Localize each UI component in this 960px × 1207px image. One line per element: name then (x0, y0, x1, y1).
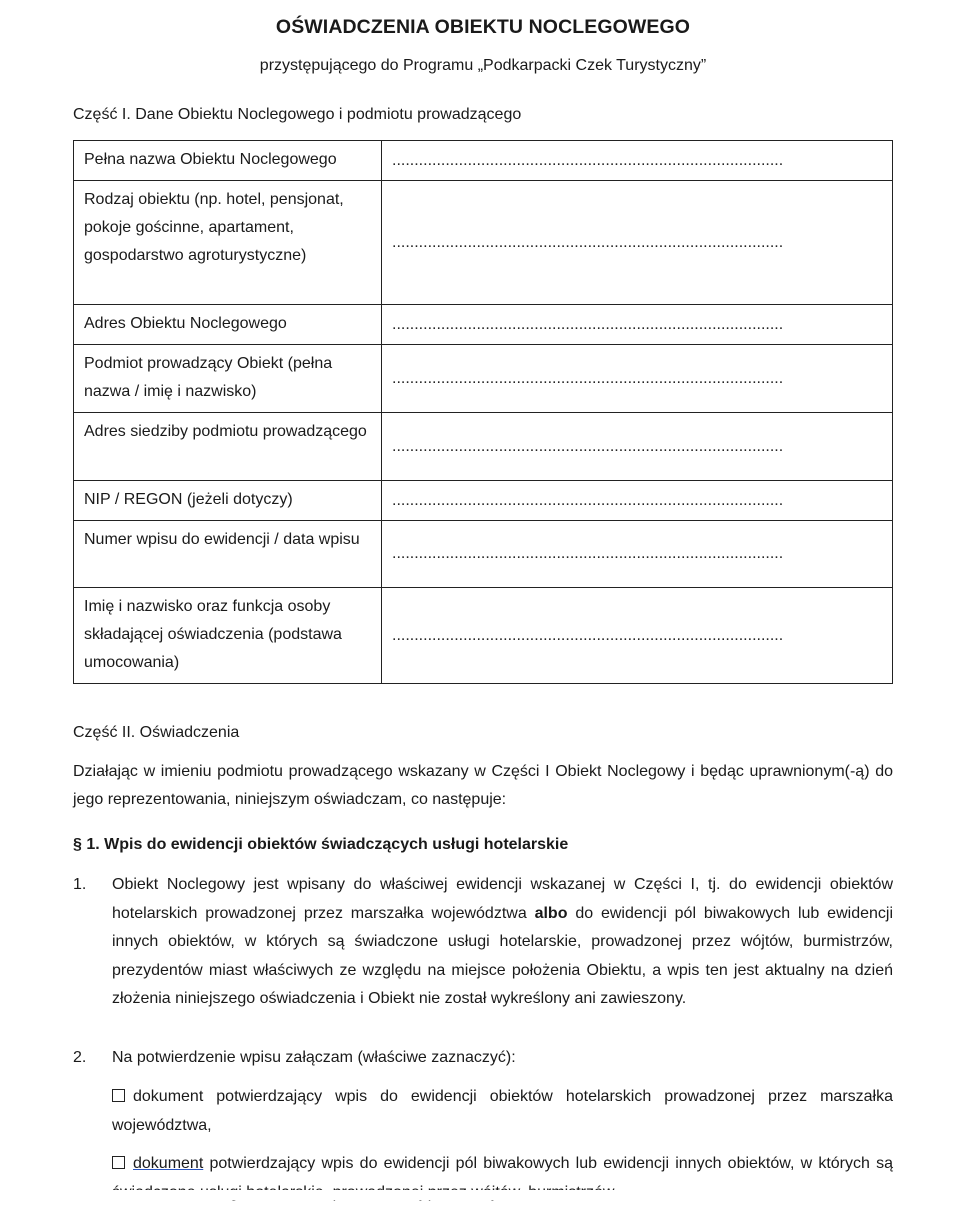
list-item-2 (73, 1044, 893, 1073)
intro-paragraph: Działając w imieniu podmiotu prowadzącego wskazany w Części I Obiekt Noclegowy i będąc uprawnionym(-ą) do jego reprezentowania, niniejszym oświadczam, co następuje: (73, 763, 893, 808)
checkbox-icon[interactable] (112, 1089, 125, 1102)
table-row (74, 181, 893, 305)
list-number: 1. (73, 876, 87, 893)
section1-heading: § 1. Wpis do ewidencji obiektów świadczących usługi hotelarskie (73, 836, 569, 853)
list-item-text: Na potwierdzenie wpisu załączam (właściwe zaznaczyć): (112, 1049, 516, 1066)
page-bottom-edge (0, 1190, 960, 1200)
table-row (74, 345, 893, 413)
list-number: 2. (73, 1049, 87, 1066)
part1-heading: Część I. Dane Obiektu Noclegowego i podmiotu prowadzącego (73, 106, 522, 123)
table-row (74, 481, 893, 521)
row-value-field[interactable]: ........................................................................................ (382, 413, 893, 481)
object-data-table (73, 140, 893, 684)
document-title: OŚWIADCZENIA OBIEKTU NOCLEGOWEGO (275, 16, 691, 38)
option-text: potwierdzający wpis do ewidencji pól biwakowych lub ewidencji innych obiektów, w których są (209, 1155, 893, 1172)
row-label: Rodzaj obiektu (np. hotel, pensjonat, pokoje gościnne, apartament, gospodarstwo agroturystyczne) (74, 181, 382, 305)
table-row (74, 413, 893, 481)
list-item-text: Obiekt Noclegowy jest wpisany do właściwej ewidencji wskazanej w Części I, tj. do ewidencji obiektów hotelarskich prowadzonej przez marszałka województwa albo do ewidencji pól biwakowych lub ewidencji innych obiektów, w których są świadczone usługi hotelarskie, prowadzonej przez wójtów, burmistrzów, prezydentów miast właściwych ze względu na miejsce położenia Obiektu, a wpis ten jest aktualny na dzień złożenia niniejszego oświadczenia i Obiekt nie został wykreślony ani zawieszony. (112, 876, 893, 1007)
row-label: Numer wpisu do ewidencji / data wpisu (74, 521, 382, 588)
table-row (74, 305, 893, 345)
row-value-field[interactable]: ........................................................................................ (382, 588, 893, 684)
row-label: Adres siedziby podmiotu prowadzącego (74, 413, 382, 481)
row-label: Imię i nazwisko oraz funkcja osoby składającej oświadczenia (podstawa umocowania) (74, 588, 382, 684)
document-subtitle: przystępującego do Programu „Podkarpacki Czek Turystyczny” (259, 57, 707, 74)
checkbox-icon[interactable] (112, 1156, 125, 1169)
option-marszalek[interactable] (112, 1082, 893, 1140)
table-row (74, 521, 893, 588)
table-row (74, 588, 893, 684)
row-label: Adres Obiektu Noclegowego (74, 305, 382, 345)
row-value-field[interactable]: ........................................................................................ (382, 345, 893, 413)
list-item-1 (73, 871, 893, 1014)
row-value-field[interactable]: ........................................................................................ (382, 521, 893, 588)
row-label: Pełna nazwa Obiektu Noclegowego (74, 141, 382, 181)
row-value-field[interactable]: ........................................................................................ (382, 141, 893, 181)
bold-albo: albo (534, 904, 568, 922)
row-value-field[interactable]: ........................................................................................ (382, 305, 893, 345)
row-label: Podmiot prowadzący Obiekt (pełna nazwa / imię i nazwisko) (74, 345, 382, 413)
underlined-option-start: dokument (112, 1155, 203, 1172)
part2-heading: Część II. Oświadczenia (73, 724, 240, 741)
row-value-field[interactable]: ........................................................................................ (382, 181, 893, 305)
row-label: NIP / REGON (jeżeli dotyczy) (74, 481, 382, 521)
table-row (74, 141, 893, 181)
row-value-field[interactable]: ........................................................................................ (382, 481, 893, 521)
option-text: dokument potwierdzający wpis do ewidencji obiektów hotelarskich prowadzonej przez marszałka województwa, (112, 1088, 893, 1134)
